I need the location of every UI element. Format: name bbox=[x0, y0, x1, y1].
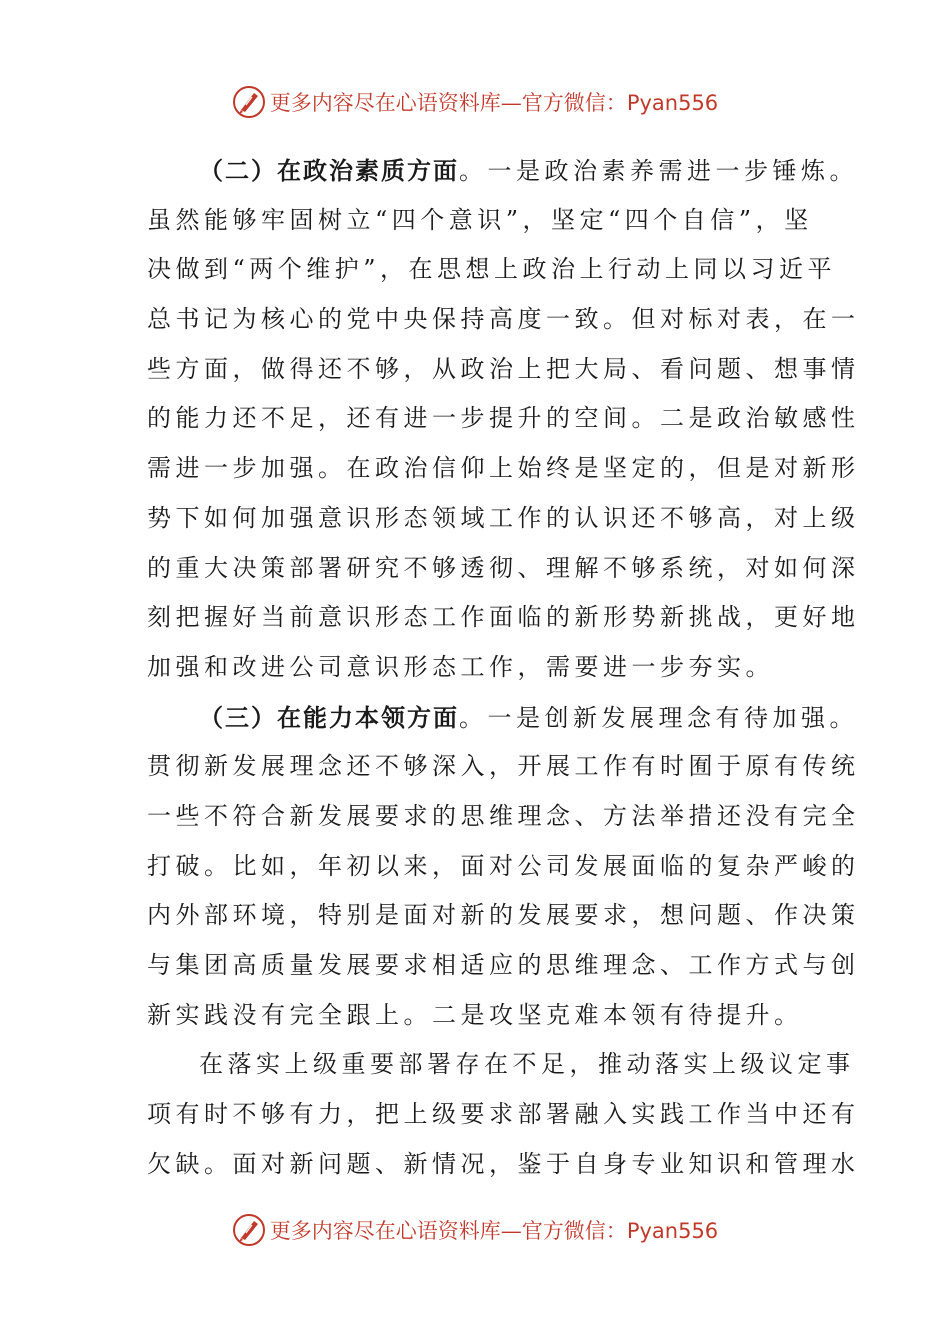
text-line: 总书记为核心的党中央保持高度一致。但对标对表，在一 bbox=[147, 305, 860, 334]
watermark-slogan: 更多内容尽在心语资料库— bbox=[269, 91, 522, 115]
text-line: 需进一步加强。在政治信仰上始终是坚定的，但是对新形 bbox=[147, 454, 860, 483]
section2-first-line bbox=[147, 146, 858, 196]
section3-first-line bbox=[147, 693, 858, 743]
watermark-contact-id: Pyan556 bbox=[626, 1219, 719, 1243]
section3-heading: （三）在能力本领方面 bbox=[199, 702, 459, 732]
text-line: 。一是创新发展理念有待加强。 bbox=[459, 703, 858, 732]
text-line: 与集团高质量发展要求相适应的思维理念、工作方式与创 bbox=[147, 951, 860, 979]
text-line: 项有时不够有力，把上级要求部署融入实践工作当中还有 bbox=[147, 1100, 860, 1129]
quill-pen-icon bbox=[232, 85, 266, 119]
paragraph4-first-line: 在落实上级重要部署存在不足，推动落实上级议定事 bbox=[199, 1050, 855, 1079]
text-line: 。一是政治素养需进一步锤炼。 bbox=[459, 157, 858, 185]
header-watermark bbox=[0, 82, 950, 122]
watermark-contact-id: Pyan556 bbox=[626, 91, 719, 115]
text-line: 的重大决策部署研究不够透彻、理解不够系统，对如何深 bbox=[147, 553, 860, 582]
watermark-text bbox=[270, 1215, 718, 1245]
text-line: 加强和改进公司意识形态工作，需要进一步夯实。 bbox=[147, 652, 774, 681]
quill-pen-icon bbox=[232, 1213, 266, 1247]
text-line: 刻把握好当前意识形态工作面临的新形势新挑战，更好地 bbox=[147, 603, 860, 632]
text-line: 一些不符合新发展要求的思维理念、方法举措还没有完全 bbox=[147, 801, 860, 830]
text-line: 内外部环境，特别是面对新的发展要求，想问题、作决策 bbox=[147, 901, 860, 930]
text-line: 势下如何加强意识形态领域工作的认识还不够高，对上级 bbox=[147, 503, 860, 532]
watermark-slogan: 更多内容尽在心语资料库— bbox=[269, 1219, 522, 1243]
text-line: 些方面，做得还不够，从政治上把大局、看问题、想事情 bbox=[147, 354, 860, 383]
text-line: 的能力还不足，还有进一步提升的空间。二是政治敏感性 bbox=[147, 404, 860, 433]
text-line: 决做到“两个维护”，在思想上政治上行动上同以习近平 bbox=[147, 255, 837, 284]
text-line: 虽然能够牢固树立“四个意识”，坚定“四个自信”，坚 bbox=[147, 205, 813, 234]
watermark-contact-prefix: 官方微信： bbox=[521, 1219, 627, 1243]
watermark-text bbox=[270, 87, 718, 117]
text-line: 打破。比如，年初以来，面对公司发展面临的复杂严峻的 bbox=[147, 851, 860, 880]
text-line: 新实践没有完全跟上。二是攻坚克难本领有待提升。 bbox=[147, 1000, 803, 1029]
footer-watermark bbox=[0, 1210, 950, 1250]
text-line: 欠缺。面对新问题、新情况，鉴于自身专业知识和管理水 bbox=[147, 1149, 860, 1178]
section2-heading: （二）在政治素质方面 bbox=[199, 156, 459, 185]
watermark-contact-prefix: 官方微信： bbox=[521, 91, 627, 115]
text-line: 贯彻新发展理念还不够深入，开展工作有时囿于原有传统 bbox=[147, 752, 860, 781]
document-body bbox=[147, 146, 860, 1189]
